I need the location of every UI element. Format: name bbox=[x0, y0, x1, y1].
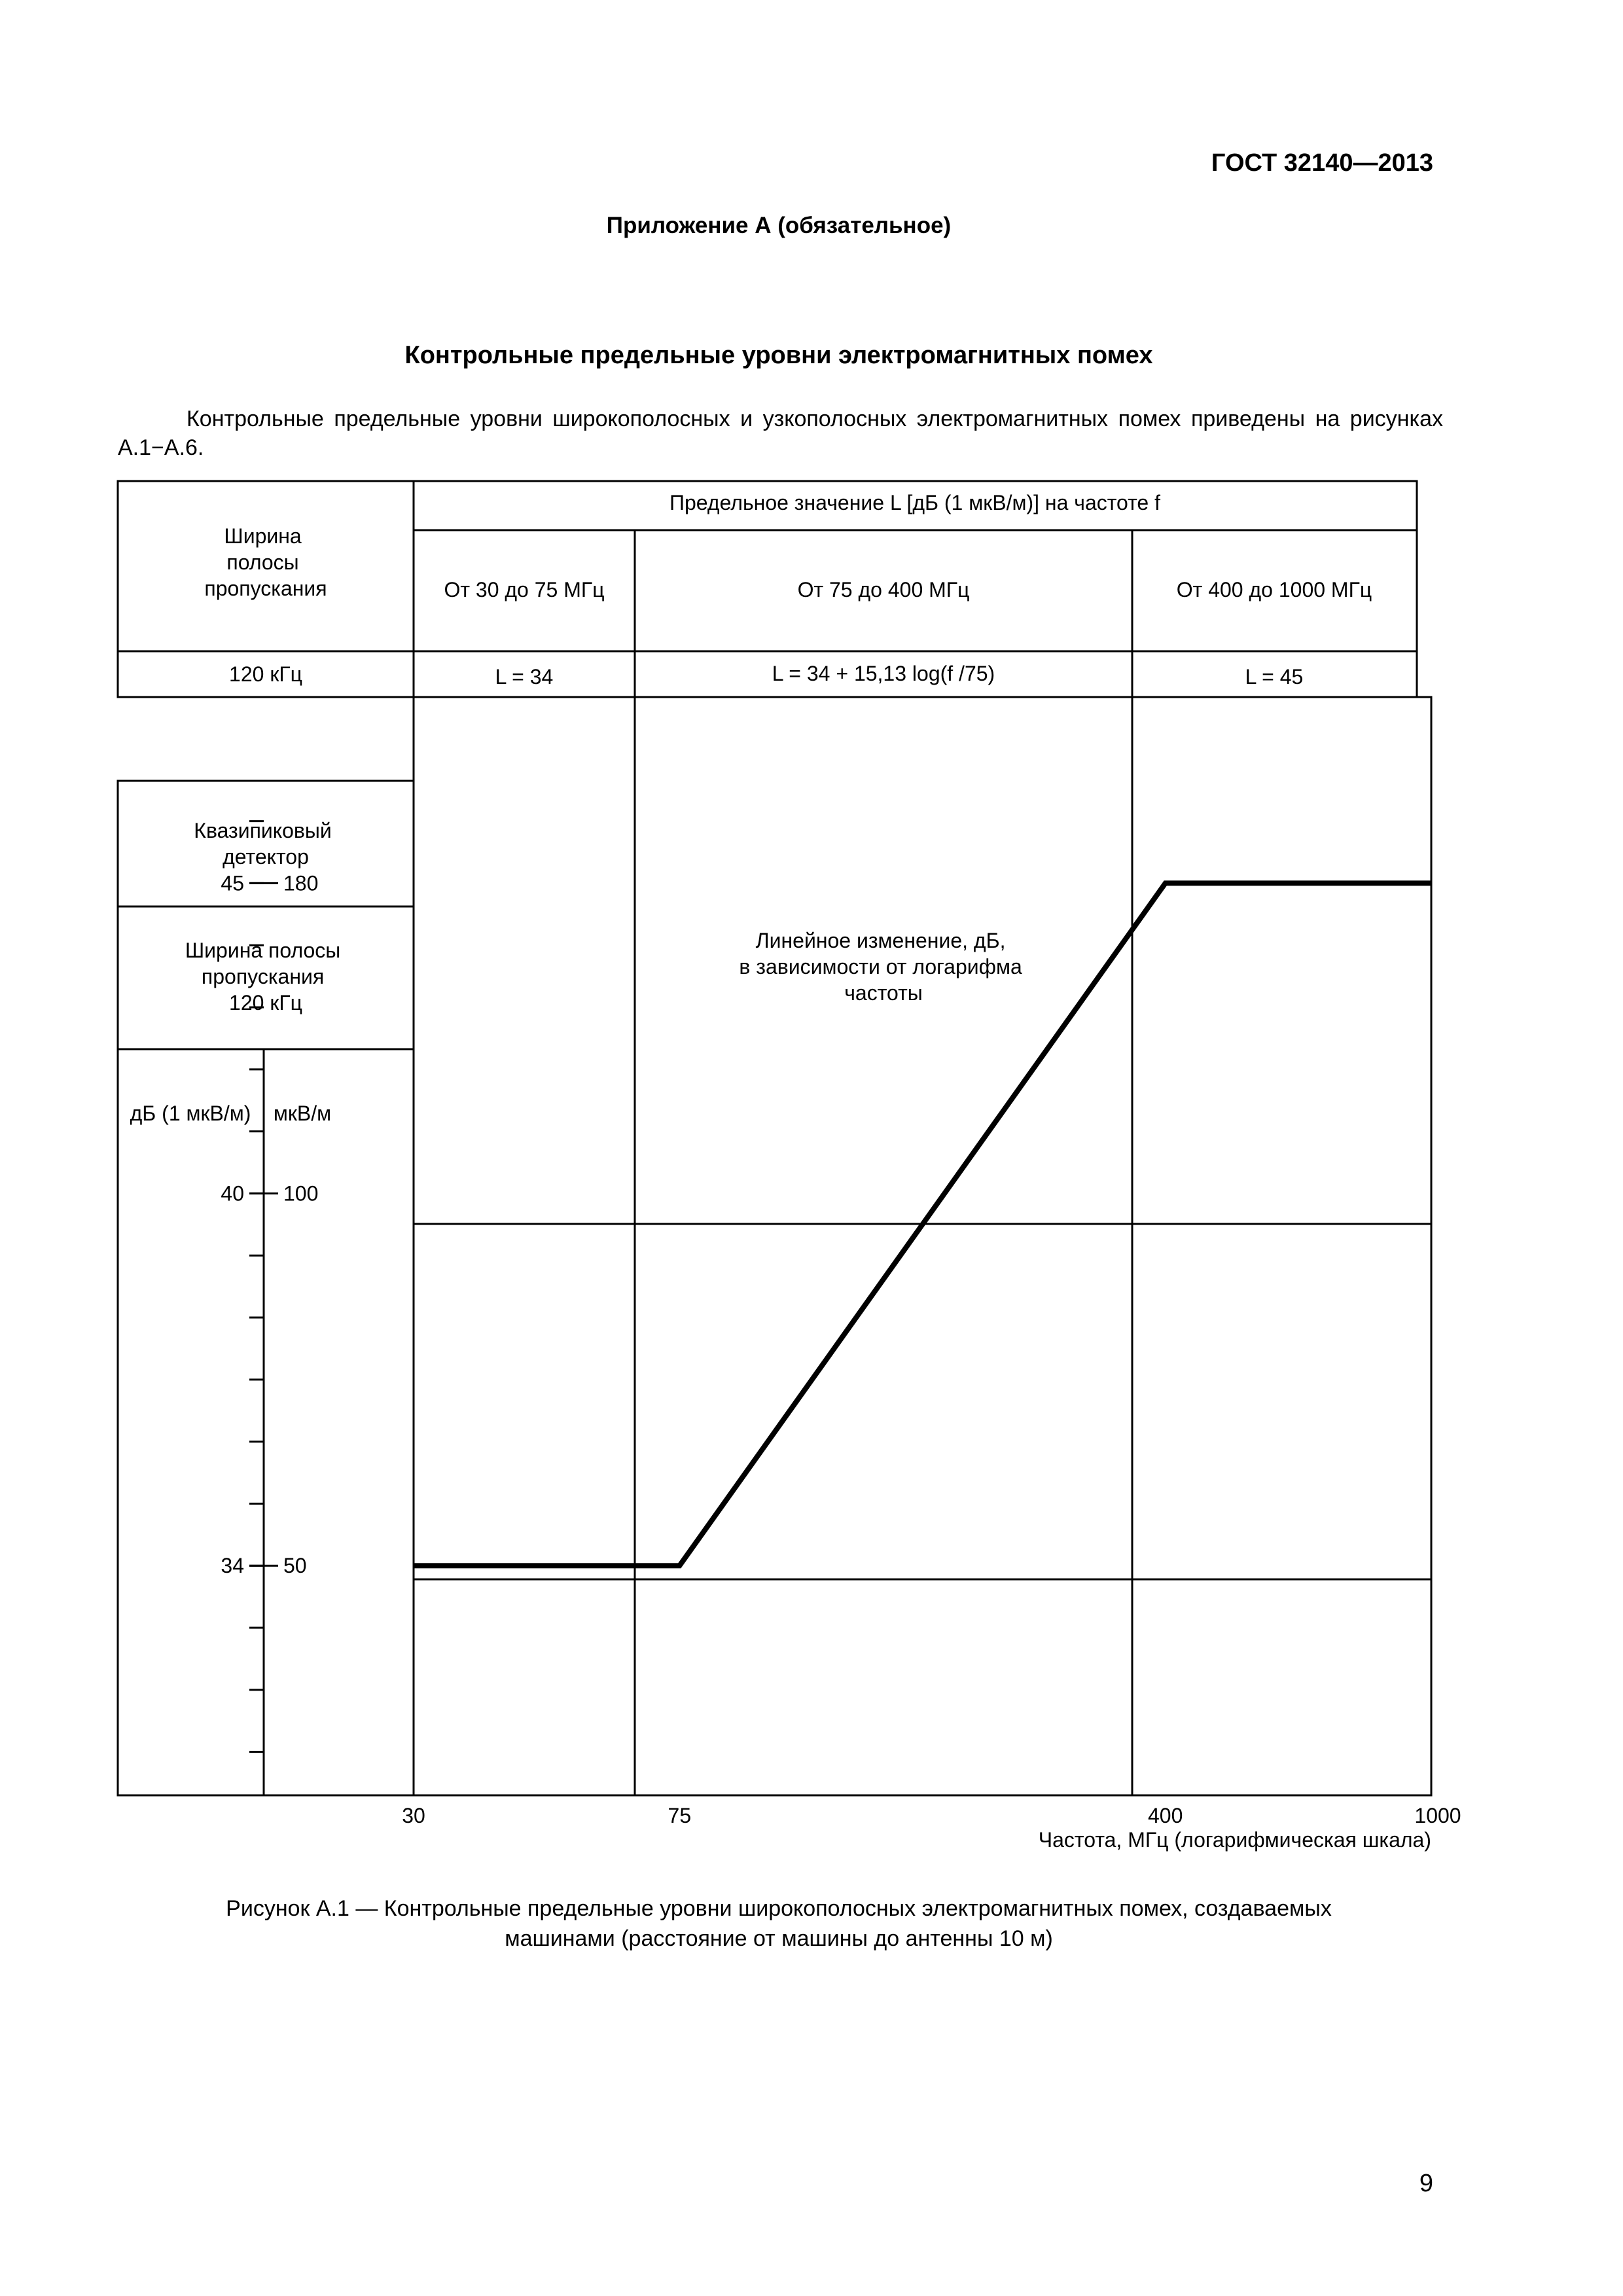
appendix-title: Приложение А (обязательное) bbox=[606, 213, 952, 238]
y-tick-label-uv-180: 180 bbox=[283, 871, 319, 895]
unit-uv-label: мкВ/м bbox=[273, 1102, 332, 1125]
page-number: 9 bbox=[1419, 2170, 1433, 2197]
range-30-75: От 30 до 75 МГц bbox=[444, 578, 605, 601]
x-axis-ticks bbox=[402, 1804, 1461, 1827]
detector-label: Квазипиковый детектор bbox=[194, 819, 332, 869]
left-panel-frame bbox=[118, 781, 414, 1795]
y-tick-label-db-34: 34 bbox=[221, 1554, 244, 1578]
formula-low: L = 34 bbox=[495, 665, 554, 689]
formula-mid: L = 34 + 15,13 log(f /75) bbox=[772, 662, 995, 685]
limit-header: Предельное значение L [дБ (1 мкВ/м)] на частоте f bbox=[669, 491, 1160, 514]
formula-high: L = 45 bbox=[1245, 665, 1304, 689]
caption-line-1: Рисунок А.1 — Контрольные предельные уровни широкополосных электромагнитных помех, создаваемых bbox=[226, 1896, 1332, 1921]
panel-bandwidth-label: Ширина полосы пропускания 120 кГц bbox=[185, 939, 341, 1014]
chart-annotation: Линейное изменение, дБ, в зависимости от логарифма частоты bbox=[739, 929, 1022, 1005]
unit-db-label: дБ (1 мкВ/м) bbox=[130, 1102, 251, 1125]
x-axis-label: Частота, МГц (логарифмическая шкала) bbox=[1038, 1828, 1431, 1852]
range-400-1000: От 400 до 1000 МГц bbox=[1176, 578, 1372, 601]
x-tick-label-400: 400 bbox=[1147, 1804, 1183, 1827]
y-tick-label-db-40: 40 bbox=[221, 1181, 244, 1206]
bandwidth-header: Ширина полосы пропускания bbox=[204, 524, 327, 600]
intro-paragraph: Контрольные предельные уровни широкополосных и узкополосных электромагнитных помех приведены на рисунках А.1−А.6. bbox=[118, 406, 1443, 460]
y-tick-label-db-45: 45 bbox=[221, 871, 244, 895]
y-tick-label-uv-100: 100 bbox=[283, 1181, 319, 1206]
y-tick-label-uv-50: 50 bbox=[283, 1554, 307, 1578]
x-tick-label-75: 75 bbox=[668, 1804, 692, 1827]
plot-frame bbox=[414, 697, 1431, 1795]
caption-line-2: машинами (расстояние от машины до антенны 10 м) bbox=[505, 1926, 1053, 1951]
section-title: Контрольные предельные уровни электромагнитных помех bbox=[404, 342, 1153, 369]
range-75-400: От 75 до 400 МГц bbox=[797, 578, 970, 601]
document-id: ГОСТ 32140—2013 bbox=[1211, 149, 1433, 177]
figure-caption bbox=[0, 1893, 1558, 1954]
x-tick-label-1000: 1000 bbox=[1414, 1804, 1461, 1827]
bandwidth-value: 120 кГц bbox=[229, 662, 302, 686]
x-tick-label-30: 30 bbox=[402, 1804, 425, 1827]
